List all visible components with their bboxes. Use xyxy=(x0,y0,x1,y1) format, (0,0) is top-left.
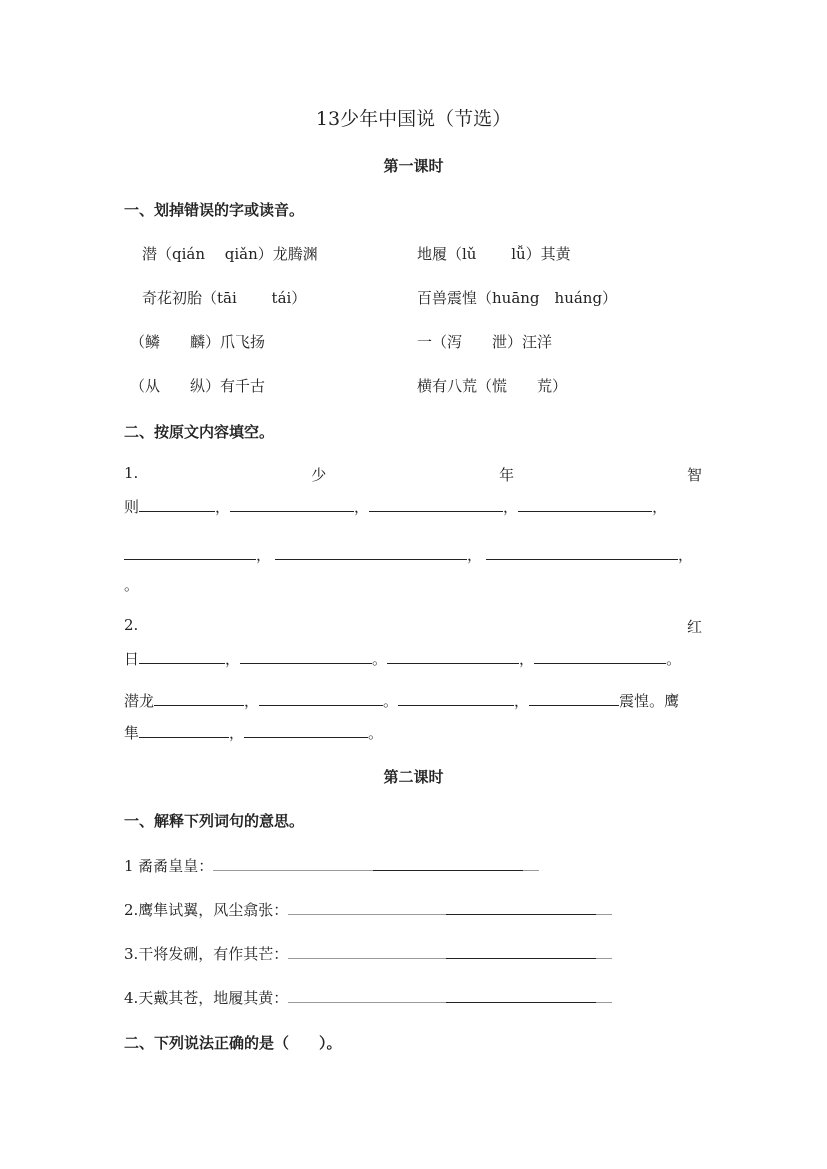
explain-item-4: 4.天戴其苍，地履其黄： xyxy=(124,987,612,1008)
pinyin-item-1: 潜（qián qiǎn）龙腾渊 xyxy=(142,245,318,263)
blank[interactable] xyxy=(446,899,596,915)
blank[interactable] xyxy=(518,496,652,512)
fill-q2-line4: 隼 ， 。 xyxy=(124,724,384,742)
q1-end-period: 。 xyxy=(124,576,140,594)
blank[interactable] xyxy=(373,855,523,871)
pinyin-item-4: 百兽震惶（huāng huáng） xyxy=(417,289,618,307)
q1-word-2: 年 xyxy=(499,466,515,484)
blank[interactable] xyxy=(230,496,354,512)
blank[interactable] xyxy=(486,544,678,560)
char-item-7: （从 纵）有千古 xyxy=(130,377,266,395)
fill-q1-line1 xyxy=(124,464,702,485)
blank[interactable] xyxy=(387,648,519,664)
section-2-title: 二、按原文内容填空。 xyxy=(124,423,275,441)
blank[interactable] xyxy=(369,496,503,512)
fill-q2-line2: 日 ， 。 ， 。 xyxy=(124,650,682,668)
q2-number: 2. xyxy=(124,616,139,634)
blank[interactable] xyxy=(446,987,596,1003)
blank[interactable] xyxy=(240,648,372,664)
q1-word-1: 少 xyxy=(311,466,327,484)
blank[interactable] xyxy=(139,496,215,512)
char-item-8: 横有八荒（慌 荒） xyxy=(417,377,568,395)
lesson-1-heading: 第一课时 xyxy=(383,157,444,175)
blank[interactable] xyxy=(529,690,619,706)
blank[interactable] xyxy=(124,544,256,560)
lesson-2-heading: 第二课时 xyxy=(383,768,444,786)
char-item-6: 一（泻 泄）汪洋 xyxy=(417,333,553,351)
section-3-title: 一、解释下列词句的意思。 xyxy=(124,812,305,830)
explain-item-3: 3.干将发硎，有作其芒： xyxy=(124,943,612,964)
explain-item-1: 1 矞矞皇皇： xyxy=(124,855,539,876)
blank[interactable] xyxy=(139,722,229,738)
blank[interactable] xyxy=(398,690,514,706)
fill-q2-line3: 潜龙 ， 。 ， 震惶。鹰 xyxy=(124,692,680,710)
q2-word-right: 红 xyxy=(686,618,702,636)
fill-q2-line1 xyxy=(124,616,702,637)
blank[interactable] xyxy=(259,690,383,706)
section-1-title: 一、划掉错误的字或读音。 xyxy=(124,201,305,219)
section-4-title: 二、下列说法正确的是（ ）。 xyxy=(124,1034,342,1052)
fill-q1-line2: 则 ， ， ， ， xyxy=(124,498,668,516)
pinyin-item-2: 地履（lǔ lǚ）其黄 xyxy=(417,245,571,263)
pinyin-item-3: 奇花初胎（tāi tái） xyxy=(142,289,307,307)
blank[interactable] xyxy=(244,722,368,738)
fill-q1-line3: ， ， ， xyxy=(124,544,693,565)
char-item-5: （鳞 麟）爪飞扬 xyxy=(130,333,266,351)
page-title: 13少年中国说（节选） xyxy=(315,108,512,130)
q1-number: 1. xyxy=(124,464,139,482)
explain-item-2: 2.鹰隼试翼，风尘翕张： xyxy=(124,899,612,920)
q1-start: 则 xyxy=(124,498,140,516)
blank[interactable] xyxy=(275,544,467,560)
blank[interactable] xyxy=(139,648,225,664)
q1-word-3: 智 xyxy=(686,466,702,484)
blank[interactable] xyxy=(534,648,666,664)
blank[interactable] xyxy=(154,690,244,706)
blank[interactable] xyxy=(446,943,596,959)
